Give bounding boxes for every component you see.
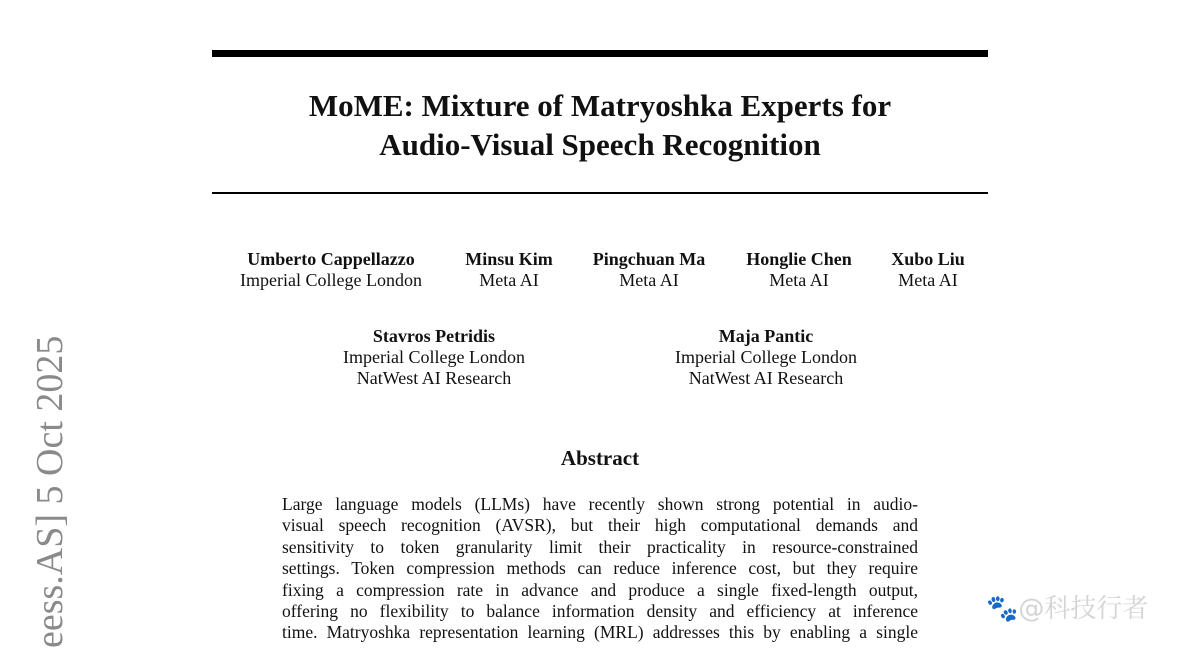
abstract-text xyxy=(282,494,918,644)
author-name: Honglie Chen xyxy=(746,249,852,269)
paper-title xyxy=(212,86,988,164)
abstract-heading: Abstract xyxy=(560,446,640,470)
abstract-line: offering no flexibility to balance information density and efficiency at inference xyxy=(282,600,918,621)
abstract-line: fixing a compression rate in advance and produce a single fixed-length output, xyxy=(282,579,918,600)
top-rule xyxy=(212,50,988,57)
author-name: Xubo Liu xyxy=(891,249,965,269)
author-affiliation: Meta AI xyxy=(769,270,829,290)
title-line-1: MoME: Mixture of Matryoshka Experts for xyxy=(308,88,892,123)
author-affiliation: NatWest AI Research xyxy=(688,368,844,388)
arxiv-sidebar-identifier: eess.AS] 5 Oct 2025 xyxy=(29,335,71,648)
author-name: Maja Pantic xyxy=(718,326,814,346)
author-block xyxy=(656,326,876,389)
abstract-line: Large language models (LLMs) have recently shown strong potential in audio- xyxy=(282,494,918,514)
author-affiliation: Imperial College London xyxy=(675,347,857,367)
watermark: 🐾@科技行者 xyxy=(986,594,1149,624)
title-line-2: Audio-Visual Speech Recognition xyxy=(379,127,821,162)
author-block xyxy=(882,249,974,291)
author-name: Pingchuan Ma xyxy=(592,249,706,269)
author-block xyxy=(324,326,544,389)
author-block xyxy=(454,249,564,291)
author-affiliation: Meta AI xyxy=(479,270,539,290)
author-block xyxy=(737,249,861,291)
abstract-line: sensitivity to token granularity limit their practicality in resource-constrained xyxy=(282,536,918,557)
author-affiliation: Imperial College London xyxy=(343,347,525,367)
author-block xyxy=(584,249,714,291)
abstract-line: settings. Token compression methods can reduce inference cost, but they require xyxy=(282,558,918,579)
abstract-line: time. Matryoshka representation learning (MRL) addresses this by enabling a single xyxy=(282,622,918,643)
author-affiliation: Meta AI xyxy=(619,270,679,290)
author-affiliation: Imperial College London xyxy=(240,270,422,290)
author-affiliation: Meta AI xyxy=(898,270,958,290)
author-name: Minsu Kim xyxy=(465,249,553,269)
title-rule xyxy=(212,192,988,194)
author-block xyxy=(231,249,431,291)
author-affiliation: NatWest AI Research xyxy=(356,368,512,388)
author-name: Umberto Cappellazzo xyxy=(247,249,415,269)
abstract-line: visual speech recognition (AVSR), but their high computational demands and xyxy=(282,515,918,536)
author-name: Stavros Petridis xyxy=(372,326,496,346)
